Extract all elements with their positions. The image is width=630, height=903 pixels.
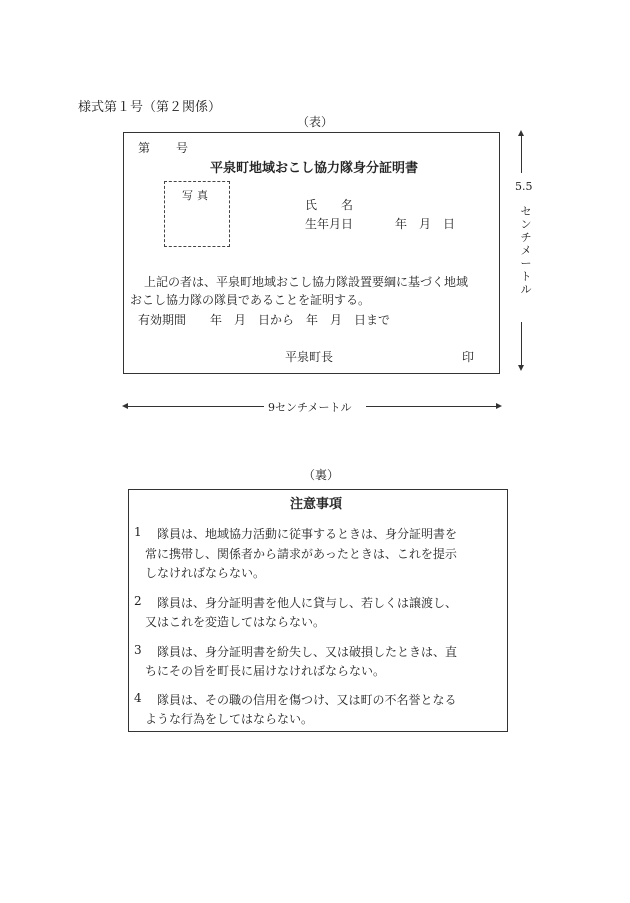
width-dimension-line-left xyxy=(127,406,264,407)
front-side-label: （表） xyxy=(297,115,334,129)
note-1-line-1: 隊員は、地域協力活動に従事するときは、身分証明書を xyxy=(157,527,458,541)
width-dimension-line-right xyxy=(366,406,496,407)
birthdate-units: 年 月 日 xyxy=(395,217,456,231)
note-2-line-2: 又はこれを変造してはならない。 xyxy=(145,615,326,629)
note-2-line-1: 隊員は、身分証明書を他人に貸与し、若しくは譲渡し、 xyxy=(157,596,458,610)
name-label: 氏 名 xyxy=(305,198,354,212)
height-arrow-bottom-icon xyxy=(518,365,524,371)
card-title: 平泉町地域おこし協力隊身分証明書 xyxy=(210,161,419,176)
photo-label: 写真 xyxy=(182,189,212,202)
validity-period: 有効期間 年 月 日から 年 月 日まで xyxy=(138,313,391,327)
height-unit: センチメートル xyxy=(520,205,532,296)
statement-line-2: おこし協力隊の隊員であることを証明する。 xyxy=(130,293,371,307)
photo-placeholder xyxy=(164,181,230,247)
height-dimension-line-top xyxy=(521,135,522,173)
statement-line-1: 上記の者は、平泉町地域おこし協力隊設置要綱に基づく地域 xyxy=(144,275,469,289)
note-3-line-2: ちにその旨を町長に届けなければならない。 xyxy=(145,664,386,678)
note-2-number: 2 xyxy=(134,594,142,608)
width-arrow-right-icon xyxy=(496,403,502,409)
back-side-label: （裏） xyxy=(303,468,340,482)
width-label: 9センチメートル xyxy=(268,401,352,414)
note-4-number: 4 xyxy=(134,691,142,705)
note-4-line-1: 隊員は、その職の信用を傷つけ、又は町の不名誉となる xyxy=(157,693,457,707)
height-dimension-line-bottom xyxy=(521,322,522,366)
height-value: 5.5 xyxy=(515,180,533,193)
note-4-line-2: ような行為をしてはならない。 xyxy=(145,712,314,726)
note-3-line-1: 隊員は、身分証明書を紛失し、又は破損したときは、直 xyxy=(157,645,458,659)
form-label: 様式第１号（第２関係） xyxy=(78,100,222,115)
note-1-line-3: しなければならない。 xyxy=(145,566,266,580)
number-suffix: 号 xyxy=(176,141,189,155)
issuer: 平泉町長 xyxy=(285,350,334,364)
note-3-number: 3 xyxy=(134,643,142,657)
note-1-number: 1 xyxy=(134,525,142,539)
number-prefix: 第 xyxy=(138,141,151,155)
seal-mark: 印 xyxy=(462,350,475,364)
birthdate-label: 生年月日 xyxy=(305,217,354,231)
note-1-line-2: 常に携帯し、関係者から請求があったときは、これを提示 xyxy=(145,547,457,561)
notes-title: 注意事項 xyxy=(290,497,343,512)
